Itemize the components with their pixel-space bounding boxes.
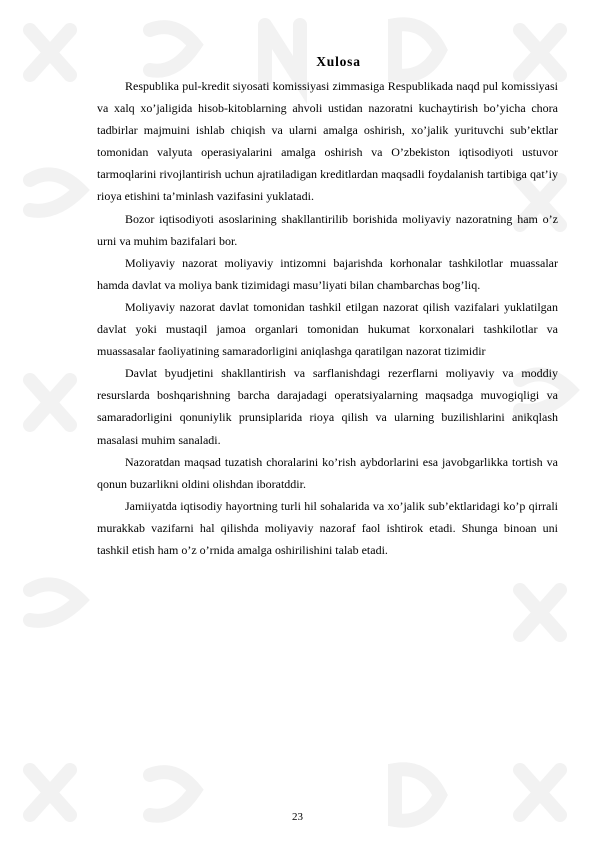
paragraph-6: Nazoratdan maqsad tuzatish choralarini ko’rish aybdorlarini esa javobgarlikka tortish va qonun buzarlikni oldini olishdan iboratddir. [97, 454, 558, 491]
paragraph-7: Jamiiyatda iqtisodiy hayortning turli hil sohalarida va xo’jalik sub’ektlaridagi ko’p qirrali murakkab vazifarni hal qilishda moliyaviy nazoraf faol ishtirok etadi. Shunga binoan uni tashkil etish ham o’z o’rnida amalga oshirilishini talab etadi. [97, 498, 558, 557]
paragraph-1: Respublika pul-kredit siyosati komissiyasi zimmasiga Respublikada naqd pul komissiyasi va xalq xo’jaligida hisob-kitoblarning ahvoli ustidan nazoratni kuchaytirish bo’yicha chora tadbirlar majmuini ishlab chiqish va ularni amalga oshirish, xo’jalik yurituvchi sub’ektlar tomonidan valyuta operasiyalarini amalga oshirish va O’zbekiston iqtisodiyoti ustuvor tarmoqlarini rivojlantirish uchun ajratiladigan kreditlardan maqsadli foydalanish tartibiga qat’iy rioya etishini ta’minlash vazifasini yuklatadi. [97, 79, 558, 204]
paragraph-5: Davlat byudjetini shakllantirish va sarflanishdagi rezerflarni moliyaviy va moddiy resurslarda boshqarishning barcha darajadagi operatsiyalarning maqsadga muvogiqligi va samaradorligini qonuniylik prunsiplarida rioya qilish va ularning buzilishlarini anikqlash masalasi muhim sanaladi. [97, 366, 558, 447]
document-title: Xulosa [316, 54, 361, 69]
page-number: 23 [292, 811, 303, 823]
paragraph-4: Moliyaviy nazorat davlat tomonidan tashkil etilgan nazorat qilish vazifalari yuklatilgan davlat yoki mustaqil jamoa organlari tomonidan hukumat korxonalari tashkilotlar va muassasalar faoliyatining samaradorligini aniqlashga qaratilgan nazorat tizimidir [97, 299, 558, 359]
paragraph-2: Bozor iqtisodiyoti asoslarining shakllantirilib borishida moliyaviy nazoratning ham o’z urni va muhim bazifalari bor. [97, 211, 558, 248]
document-body [97, 54, 558, 561]
paragraph-3: Moliyaviy nazorat moliyaviy intizomni bajarishda korhonalar tashkilotlar muassalar hamda davlat va moliya bank tizimidagi masu’liyati bilan chambarchas bog’liq. [97, 255, 558, 292]
